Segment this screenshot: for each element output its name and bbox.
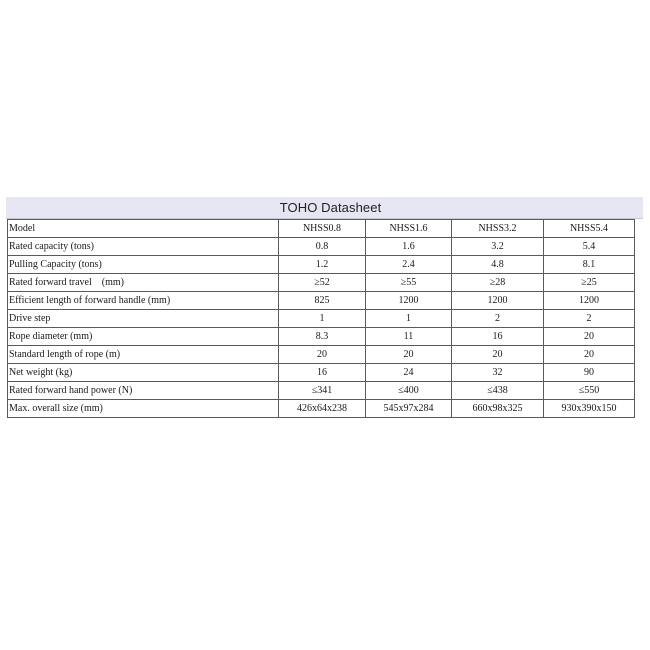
cell-value: 1200 (366, 292, 452, 310)
row-label: Net weight (kg) (8, 364, 279, 382)
row-label: Rated forward travel (mm) (8, 274, 279, 292)
cell-value: NHSS3.2 (452, 220, 544, 238)
cell-value: 5.4 (544, 238, 635, 256)
cell-value: 3.2 (452, 238, 544, 256)
cell-value: 825 (279, 292, 366, 310)
cell-value: 426x64x238 (279, 400, 366, 418)
cell-value: 0.8 (279, 238, 366, 256)
table-row (8, 346, 635, 364)
row-label: Drive step (8, 310, 279, 328)
table-row (8, 328, 635, 346)
table-row (8, 274, 635, 292)
row-label: Rated capacity (tons) (8, 238, 279, 256)
row-label: Rated forward hand power (N) (8, 382, 279, 400)
cell-value: 1200 (544, 292, 635, 310)
cell-value: 20 (366, 346, 452, 364)
cell-value: 2 (544, 310, 635, 328)
cell-value: 1200 (452, 292, 544, 310)
table-row (8, 382, 635, 400)
datasheet-header (6, 197, 643, 219)
row-label: Max. overall size (mm) (8, 400, 279, 418)
cell-value: 2 (452, 310, 544, 328)
cell-value: 545x97x284 (366, 400, 452, 418)
table-row (8, 310, 635, 328)
cell-value: 1 (279, 310, 366, 328)
row-label: Pulling Capacity (tons) (8, 256, 279, 274)
row-label: Standard length of rope (m) (8, 346, 279, 364)
cell-value: 24 (366, 364, 452, 382)
cell-value: 32 (452, 364, 544, 382)
cell-value: 11 (366, 328, 452, 346)
cell-value: 20 (544, 346, 635, 364)
table-row (8, 292, 635, 310)
row-label: Model (8, 220, 279, 238)
row-label: Rope diameter (mm) (8, 328, 279, 346)
datasheet-title: TOHO Datasheet (279, 200, 382, 215)
cell-value: ≥25 (544, 274, 635, 292)
cell-value: ≤438 (452, 382, 544, 400)
cell-value: 20 (452, 346, 544, 364)
cell-value: 20 (544, 328, 635, 346)
cell-value: 8.3 (279, 328, 366, 346)
cell-value: 8.1 (544, 256, 635, 274)
cell-value: ≥52 (279, 274, 366, 292)
table-row (8, 400, 635, 418)
cell-value: 4.8 (452, 256, 544, 274)
cell-value: NHSS5.4 (544, 220, 635, 238)
table-row (8, 256, 635, 274)
cell-value: 660x98x325 (452, 400, 544, 418)
cell-value: 1.6 (366, 238, 452, 256)
cell-value: 2.4 (366, 256, 452, 274)
cell-value: 1 (366, 310, 452, 328)
cell-value: 930x390x150 (544, 400, 635, 418)
cell-value: 16 (452, 328, 544, 346)
cell-value: NHSS0.8 (279, 220, 366, 238)
table-row (8, 220, 635, 238)
table-row (8, 364, 635, 382)
cell-value: NHSS1.6 (366, 220, 452, 238)
row-label: Efficient length of forward handle (mm) (8, 292, 279, 310)
cell-value: ≤341 (279, 382, 366, 400)
cell-value: ≤400 (366, 382, 452, 400)
cell-value: 20 (279, 346, 366, 364)
cell-value: ≥55 (366, 274, 452, 292)
cell-value: 1.2 (279, 256, 366, 274)
specifications-table (7, 219, 635, 418)
cell-value: ≤550 (544, 382, 635, 400)
table-row (8, 238, 635, 256)
cell-value: ≥28 (452, 274, 544, 292)
cell-value: 90 (544, 364, 635, 382)
cell-value: 16 (279, 364, 366, 382)
